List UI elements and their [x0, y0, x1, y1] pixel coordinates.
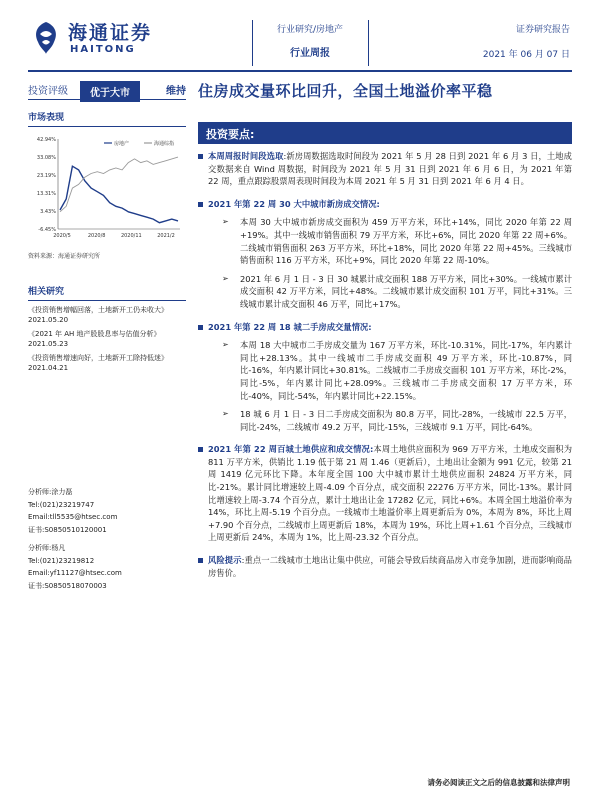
- bullet-bold-label: 本周周报时间段选取: [208, 151, 284, 161]
- related-date: 2021.05.23: [28, 340, 69, 348]
- bullet-risk: [198, 554, 572, 579]
- bullet-square-icon: [198, 202, 203, 207]
- bullet-bold-label: 2021 年第 22 周 30 大中城市新房成交情况:: [208, 198, 380, 209]
- left-sidebar: [28, 110, 186, 377]
- page-title: 住房成交量环比回升，全国土地溢价率平稳: [198, 82, 493, 100]
- related-date: 2021.04.21: [28, 364, 69, 372]
- related-research-list: [28, 305, 186, 373]
- sub-bullet: [198, 273, 572, 311]
- rating-bar: [28, 80, 186, 102]
- key-points-header: 投资要点:: [198, 122, 572, 144]
- legend-label: 海通综指: [154, 141, 175, 147]
- y-tick-label: 23.19%: [36, 173, 56, 179]
- header-rule: [28, 70, 572, 72]
- analyst-tel: Tel:(021)23219812: [28, 556, 95, 565]
- bullet-bold-label: 2021 年第 22 周 18 城二手房成交量情况:: [208, 321, 372, 332]
- y-tick-label: 42.94%: [36, 137, 56, 143]
- report-type: 行业周报: [290, 48, 330, 59]
- bullet-land: [198, 443, 572, 544]
- bullet-square-icon: [198, 154, 203, 159]
- footer-disclaimer: 请务必阅读正文之后的信息披露和法律声明: [427, 778, 570, 787]
- company-logo: [30, 18, 180, 60]
- rating-status: 维持: [140, 82, 186, 100]
- arrow-bullet-icon: ➢: [222, 217, 229, 227]
- rating-label: 投资评级: [28, 82, 80, 100]
- analyst-cert: 证书:S0850510120001: [28, 525, 107, 534]
- bullet-text: 本周土地供应面积为 969 万平方米，土地成交面积为 811 万平方米，供销比 1.19 低于第 21 周 1.46（更新后），土地出让金额为 991 亿元，较第 21 周 1419 亿元环比下降。本年度全国 100 大中城市累计土地供应面积 24824 万平方米，同比-21%。累计同比增速较上周-4.09 个百分点，成交面积 22276 万平方米，同比-13%。累计同比增速较上周-3.74 个百分点，累计土地出让金 17282 亿元，同比+6%。本周全国土地溢价率为 14%，环比上周-5.19 个百分点。一线城市土地溢价率上周更新后为 0%，本周为 8%，环比上周+7.90 个百分点，二线城市上周更新后 18%，本周为 19%，环比上周+1.61 个百分点，三线城市上周更新后 24%，本周为 1%，比上周-23.32 个百分点。: [208, 444, 572, 543]
- header-divider-right: [368, 20, 369, 66]
- series-line-real-estate: [60, 166, 178, 223]
- market-chart: [28, 133, 186, 245]
- haitong-logo-icon: [30, 20, 62, 56]
- related-title: 《投资销售增幅回落，土地新开工仍未收大》: [28, 306, 168, 314]
- bullet-bold-label: 2021 年第 22 周百城土地供应和成交情况:: [208, 444, 374, 455]
- logo-en-text: HAITONG: [70, 44, 136, 55]
- y-tick-label: -6.45%: [38, 227, 56, 233]
- key-points-content: [198, 150, 572, 579]
- analyst-tel: Tel:(021)23219747: [28, 500, 95, 509]
- analyst-cert: 证书:S0850518070003: [28, 581, 107, 590]
- bullet-time-range: [198, 150, 572, 188]
- market-performance-label: 市场表现: [28, 110, 186, 127]
- header-center: [255, 22, 365, 59]
- list-item[interactable]: [28, 305, 186, 325]
- x-tick-label: 2020/5: [53, 233, 71, 239]
- analyst-email[interactable]: Email:tll5535@htsec.com: [28, 513, 118, 521]
- list-item[interactable]: [28, 353, 186, 373]
- sub-bullet-text: 2021 年 6 月 1 日 - 3 日 30 城累计成交面积 188 万平方米，同比+30%。一线城市累计成交面积 42 万平方米，同比+48%。二线城市累计成交面积 101 万平，同比+31%。三线城市累计成交面积 46 万平，同比+17%。: [240, 273, 572, 309]
- series-line-haitong-index: [60, 157, 178, 212]
- analyst-info: [28, 486, 186, 592]
- x-tick-label: 2020/8: [87, 233, 106, 239]
- related-title: 《2021 年 AH 地产股股息率与估值分析》: [28, 330, 161, 338]
- bullet-square-icon: [198, 558, 203, 563]
- related-title: 《投资销售增速向好，土地新开工除持低迷》: [28, 354, 168, 362]
- related-date: 2021.05.20: [28, 316, 69, 324]
- chart-source: 资料来源：海通证券研究所: [28, 253, 101, 260]
- x-tick-label: 2021/2: [157, 233, 175, 239]
- bullet-text: :重点一二线城市土地出让集中供应，可能会导致后续商品房入市竞争加剧，进而影响商品房售价。: [208, 555, 572, 578]
- x-tick-label: 2020/11: [120, 233, 142, 239]
- report-date: 2021 年 06 月 07 日: [482, 50, 570, 60]
- research-report-label: 证券研究报告: [515, 25, 570, 35]
- analyst-email[interactable]: Email:yf11127@htsec.com: [28, 569, 122, 577]
- arrow-bullet-icon: ➢: [222, 340, 229, 350]
- list-item[interactable]: [28, 329, 186, 349]
- bullet-new-home: [198, 198, 572, 211]
- bullet-second-hand: [198, 321, 572, 334]
- report-category: 行业研究/房地产: [276, 25, 344, 35]
- sub-bullet-text: 18 城 6 月 1 日 - 3 日二手房成交面积为 80.8 万平，同比-28%，一线城市 22.5 万平，同比-24%，二线城市 49.2 万平，同比-15%，三线城市 9.1 万平，同比-64%。: [240, 409, 572, 432]
- related-research-label: 相关研究: [28, 284, 186, 301]
- arrow-bullet-icon: ➢: [222, 409, 229, 419]
- sub-bullet: [198, 216, 572, 266]
- sub-bullet: [198, 339, 572, 402]
- legend-label: 房地产: [114, 141, 130, 147]
- bullet-bold-label: 风险提示: [208, 555, 242, 566]
- y-tick-label: 13.31%: [36, 191, 56, 197]
- bullet-square-icon: [198, 447, 203, 452]
- header-divider-left: [252, 20, 253, 66]
- y-tick-label: 33.08%: [36, 155, 56, 161]
- logo-cn-text: 海通证券: [68, 22, 153, 44]
- arrow-bullet-icon: ➢: [222, 273, 229, 283]
- market-chart-svg: [28, 133, 186, 245]
- analyst-name: 分析师:杨凡: [28, 544, 66, 552]
- bullet-square-icon: [198, 325, 203, 330]
- sub-bullet-text: 本周 30 大中城市新房成交面积为 459 万平方米，环比+14%，同比 2020 年第 22 周+19%。其中一线城市销售面积 79 万平方米，环比+6%，同比 2020 年第 22 周+6%。二线城市销售面积 263 万平方米，环比+18%，同比 2020 年第 22 周+45%。三线城市销售面积 116 万平方米，环比+9%，同比 2020 年第 22 周-10%。: [240, 217, 572, 266]
- bullet-text: :新房周数据选取时间段为 2021 年 5 月 28 日到 2021 年 6 月 3 日，土地成交数据来自 Wind 周数据，时间段为 2021 年 5 月 31 日到 2021 年 6 月 6 日，为 2021 年第 22 周，重点跟踪股票周表现时间段为本周 2021 年 5 月 31 日到 2021 年 6 月 4 日。: [208, 151, 572, 187]
- sub-bullet: [198, 408, 572, 433]
- sub-bullet-text: 本周 18 大中城市二手房成交量为 167 万平方米，环比-10.31%，同比-17%，年内累计同比+28.13%。其中一线城市二手房成交面积 49 万平方米，环比-10.87%，同比-16%，年内累计同比+30.81%。二线城市二手房成交面积 101 万平方米，环比-2%，同比-5%，年内累计同比+28.09%。三线城市二手房成交面积 17 万平方米，环比-40%，同比-54%，年内累计同比+22.15%。: [240, 340, 572, 401]
- rating-value: 优于大市: [80, 81, 140, 102]
- analyst-name: 分析师:涂力磊: [28, 488, 73, 496]
- header-right: [483, 22, 570, 60]
- y-tick-label: 3.43%: [40, 209, 56, 215]
